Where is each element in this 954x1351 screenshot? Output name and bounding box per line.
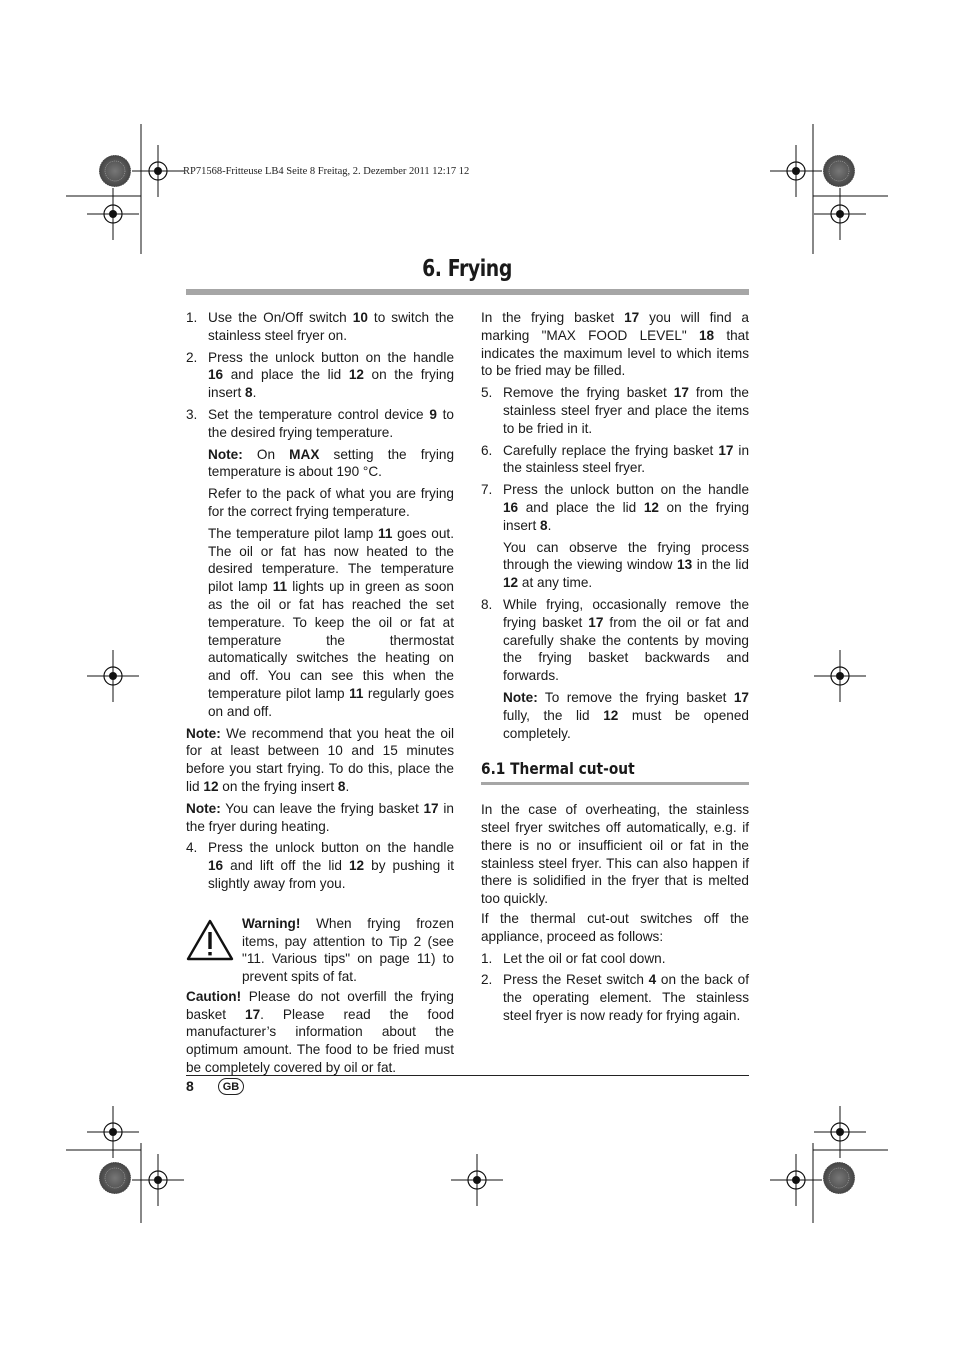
step-number: 3. bbox=[186, 406, 198, 422]
if-cutout-text: If the thermal cut-out switches off the appliance, proceed as follows: bbox=[481, 910, 749, 944]
left-column bbox=[186, 309, 454, 1081]
step-8: 8. While frying, occasionally remove the frying basket 17 from the oil or fat and carefully shake the contents by moving the frying basket backwards and forwards. bbox=[481, 596, 749, 684]
step-5: 5. Remove the frying basket 17 from the stainless steel fryer and place the items to be fried in it. bbox=[481, 385, 749, 436]
title-rule bbox=[186, 289, 749, 295]
note-heat: Note: We recommend that you heat the oil for at least between 10 and 15 minutes before you start frying. To do this, place the lid 12 on the frying insert 8. bbox=[186, 725, 454, 794]
step-number: 2. bbox=[186, 349, 198, 365]
refer-text: Refer to the pack of what you are frying for the correct frying temperature. bbox=[208, 486, 454, 519]
caution-text: Caution! Please do not overfill the frying basket 17. Please read the food manufacturer’s information about the optimum amount. The food to be fried must be completely covered by oil or fat. bbox=[186, 988, 455, 1076]
page-number: 8 bbox=[186, 1078, 194, 1094]
step-number: 1. bbox=[481, 950, 493, 966]
step-number: 2. bbox=[481, 972, 493, 988]
step-number: 4. bbox=[186, 840, 198, 856]
step-4: 4. Press the unlock button on the handle 16 and lift off the lid 12 by pushing it slightly away from you. bbox=[186, 840, 454, 891]
country-badge: GB bbox=[218, 1078, 244, 1095]
cutout-step-2: 2. Press the Reset switch 4 on the back of the operating element. The stainless steel fryer is now ready for frying again. bbox=[481, 972, 749, 1023]
note-remove: Note: To remove the frying basket 17 fully, the lid 12 must be opened completely. bbox=[503, 689, 749, 741]
section-title: 6.1 Thermal cut-out bbox=[481, 759, 635, 779]
cutout-step-1: 1. Let the oil or fat cool down. bbox=[481, 950, 666, 966]
page-title: 6. Frying bbox=[422, 256, 512, 282]
step-number: 5. bbox=[481, 385, 493, 401]
right-column bbox=[481, 309, 749, 1029]
step-2: 2. Press the unlock button on the handle 16 and place the lid 12 on the frying insert 8. bbox=[186, 349, 454, 401]
step-number: 8. bbox=[481, 596, 493, 612]
pilot-lamp-text: The temperature pilot lamp 11 goes out. The oil or fat has now heated to the desired temperature. The temperature pilot lamp 11 lights up in green as soon as the oil or fat has reached the set temperature. To keep the oil or fat at temperature the thermostat automatically switches the heating on and off. You can see this when the temperature pilot lamp 11 regularly goes on and off. bbox=[208, 525, 454, 719]
step-3: 3. Set the temperature control device 9 to the desired frying temperature. bbox=[186, 406, 454, 440]
step-1: 1. Use the On/Off switch 10 to switch the stainless steel fryer on. bbox=[186, 310, 454, 343]
footer-rule bbox=[186, 1075, 749, 1076]
step-number: 1. bbox=[186, 310, 198, 325]
step-6: 6. Carefully replace the frying basket 17 in the stainless steel fryer. bbox=[481, 442, 749, 476]
note-basket: Note: You can leave the frying basket 17 in the fryer during heating. bbox=[186, 800, 454, 834]
step-number: 7. bbox=[481, 482, 493, 498]
note-max: Note: On MAX setting the frying temperature is about 190 °C. bbox=[208, 446, 454, 480]
warning-text: Warning! When frying frozen items, pay attention to Tip 2 (see "11. Various tips" on page 11) to prevent spits of fat. bbox=[242, 915, 454, 985]
overheat-text: In the case of overheating, the stainless steel fryer switches off automatically, e.g. if there is no or insufficient oil or fat in the stainless steel fryer. This can also happen if there is solidified in the fryer that is melted too quickly. bbox=[481, 802, 749, 907]
basket-marking-intro: In the frying basket 17 you will find a marking "MAX FOOD LEVEL" 18 that indicates the maximum level to which items to be fried may be filled. bbox=[481, 310, 749, 379]
warning-triangle-icon bbox=[186, 919, 234, 961]
slug-line: RP71568-Fritteuse LB4 Seite 8 Freitag, 2. Dezember 2011 12:17 12 bbox=[183, 166, 470, 177]
warning-block bbox=[186, 915, 454, 986]
step-number: 6. bbox=[481, 442, 493, 458]
section-rule bbox=[481, 782, 749, 785]
step-7: 7. Press the unlock button on the handle 16 and place the lid 12 on the frying insert 8. bbox=[481, 482, 749, 533]
observe-text: You can observe the frying process through the viewing window 13 in the lid 12 at any time. bbox=[503, 539, 749, 591]
